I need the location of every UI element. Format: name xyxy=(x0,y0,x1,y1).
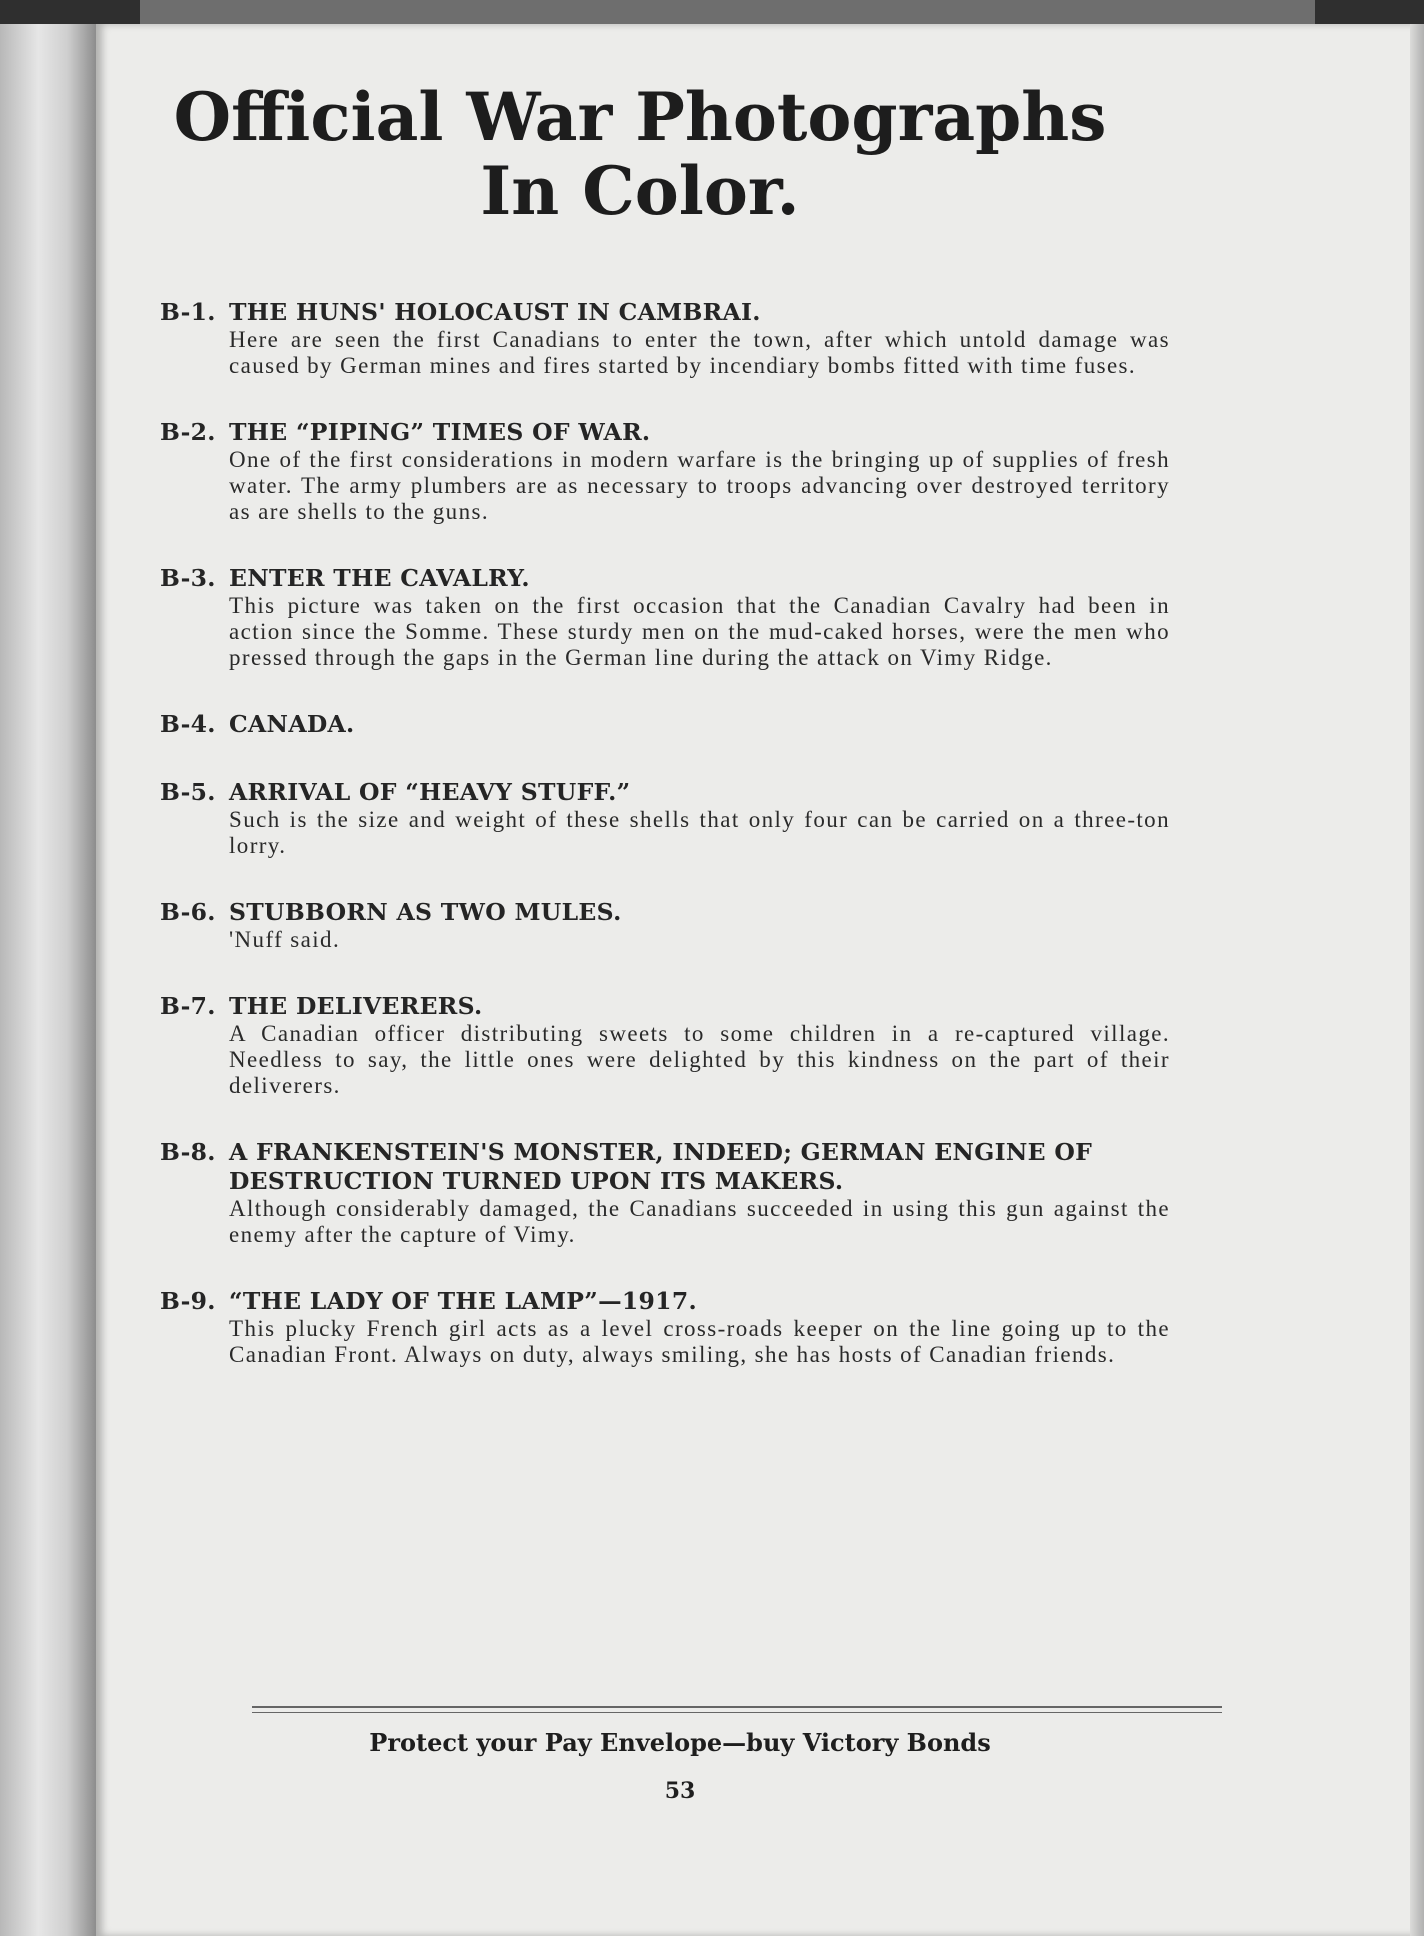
entry-title: A FRANKENSTEIN'S MONSTER, INDEED; GERMAN ENGINE OF DESTRUCTION TURNED UPON ITS MAKERS. xyxy=(229,1138,1093,1195)
page-title xyxy=(140,80,1140,228)
entry-description: This picture was taken on the first occasion that the Canadian Cavalry had been in action since the Somme. These sturdy men on the mud-caked horses, were the men who pressed through the gaps in the German line during the attack on Vimy Ridge. xyxy=(229,593,1170,670)
entry-description: Such is the size and weight of these shells that only four can be carried on a three-ton lorry. xyxy=(229,807,1170,858)
footer-divider-secondary xyxy=(252,1712,1222,1713)
entry-title: “THE LADY OF THE LAMP”—1917. xyxy=(229,1287,697,1315)
entry-number: B-3. xyxy=(160,564,216,592)
entry-number: B-2. xyxy=(160,418,216,446)
page-edge xyxy=(1410,24,1424,1936)
entry-title: THE HUNS' HOLOCAUST IN CAMBRAI. xyxy=(229,298,761,326)
entry-description: A Canadian officer distributing sweets to some children in a re-captured village. Needless to say, the little ones were delighted by this kindness on the part of their deliverers. xyxy=(229,1021,1170,1098)
list-item xyxy=(160,418,1170,525)
list-item xyxy=(160,710,1170,739)
entry-number: B-4. xyxy=(160,710,216,738)
entry-title: THE “PIPING” TIMES OF WAR. xyxy=(229,418,651,446)
list-item xyxy=(160,1138,1170,1248)
list-item xyxy=(160,298,1170,379)
entry-description: This plucky French girl acts as a level cross-roads keeper on the line going up to the Canadian Front. Always on duty, always smiling, she has hosts of Canadian friends. xyxy=(229,1316,1170,1367)
entry-description: 'Nuff said. xyxy=(229,927,341,952)
entry-number: B-8. xyxy=(160,1138,216,1166)
list-item xyxy=(160,992,1170,1099)
book-spine xyxy=(0,24,96,1936)
entry-number: B-6. xyxy=(160,898,216,926)
page-title-line-1: Official War Photographs xyxy=(173,78,1107,156)
entry-number: B-1. xyxy=(160,298,216,326)
photograph-list xyxy=(160,298,1170,1407)
page-number: 53 xyxy=(664,1778,696,1804)
entry-title: STUBBORN AS TWO MULES. xyxy=(229,898,622,926)
entry-number: B-5. xyxy=(160,778,216,806)
entry-title: CANADA. xyxy=(229,710,355,738)
entry-number: B-9. xyxy=(160,1287,216,1315)
list-item xyxy=(160,898,1170,953)
entry-description: Although considerably damaged, the Canadians succeeded in using this gun against the enemy after the capture of Vimy. xyxy=(229,1196,1170,1247)
entry-number: B-7. xyxy=(160,992,216,1020)
footer-divider xyxy=(252,1706,1222,1708)
page-title-line-2: In Color. xyxy=(480,152,800,230)
list-item xyxy=(160,778,1170,859)
entry-title: ENTER THE CAVALRY. xyxy=(229,564,530,592)
entry-title: ARRIVAL OF “HEAVY STUFF.” xyxy=(229,778,631,806)
entry-description: One of the first considerations in modern warfare is the bringing up of supplies of fresh water. The army plumbers are as necessary to troops advancing over destroyed territory as are shells to the guns. xyxy=(229,447,1170,524)
entry-title: THE DELIVERERS. xyxy=(229,992,483,1020)
entry-description: Here are seen the first Canadians to enter the town, after which untold damage was caused by German mines and fires started by incendiary bombs fitted with time fuses. xyxy=(229,327,1170,378)
footer-slogan: Protect your Pay Envelope—buy Victory Bonds xyxy=(369,1728,991,1757)
list-item xyxy=(160,564,1170,671)
list-item xyxy=(160,1287,1170,1368)
scan-top-edge xyxy=(0,0,1424,24)
